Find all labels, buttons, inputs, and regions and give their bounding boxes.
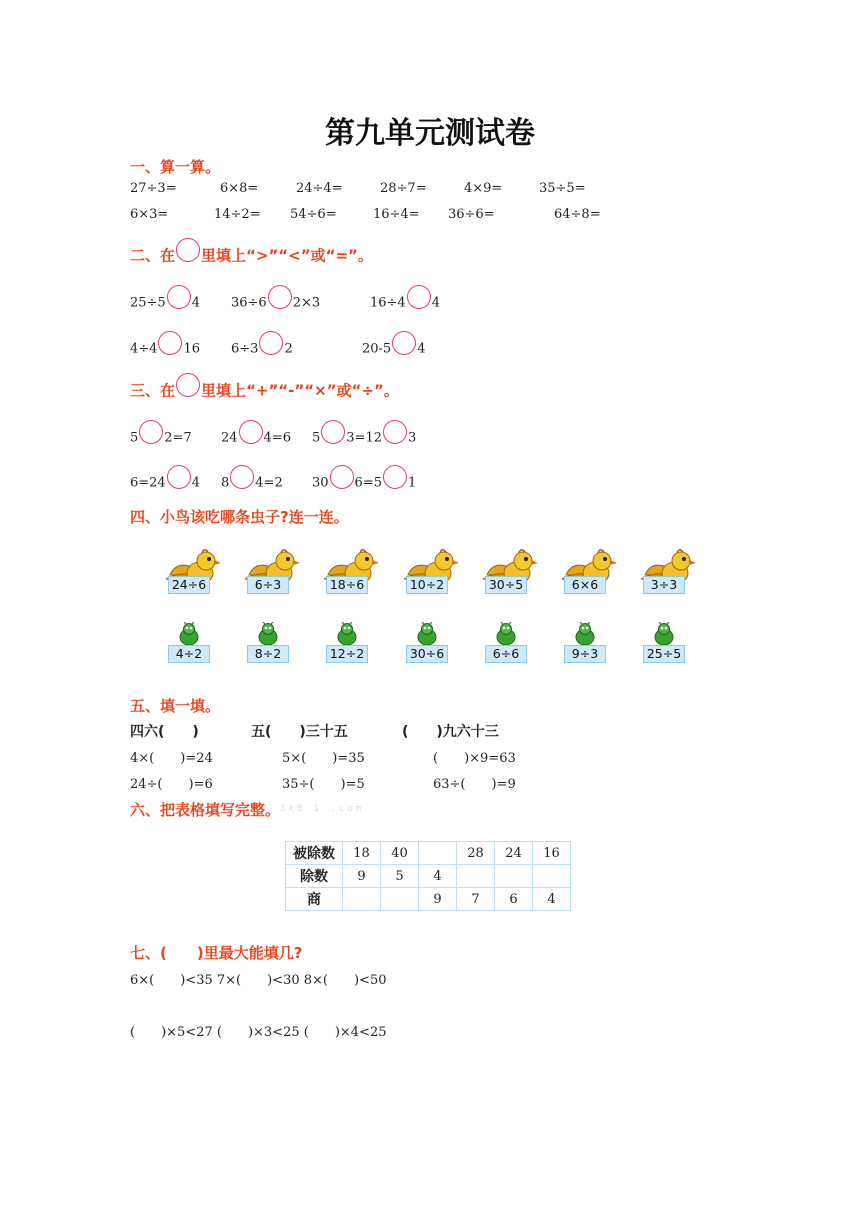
s5-item: 5×( )=35 [282,751,365,766]
bug-label[interactable]: 4÷2 [168,645,210,663]
compare-right: 4 [431,295,440,311]
bug-label[interactable]: 12÷2 [326,645,368,663]
table-cell[interactable] [381,888,419,911]
table-cell[interactable]: 6 [495,888,533,911]
table-row [286,888,571,911]
table-cell[interactable]: 40 [381,842,419,865]
compare-item [130,337,200,361]
table-cell[interactable]: 4 [533,888,571,911]
operator-item [221,426,291,450]
table-cell[interactable] [457,865,495,888]
compare-item [231,291,320,315]
table-cell[interactable] [419,842,457,865]
compare-right: 2 [284,341,293,357]
compare-left: 25÷5 [130,295,166,311]
s1-item: 54÷6= [290,207,337,222]
answer-circle[interactable] [407,285,431,309]
circle-icon [176,238,200,262]
s5-item: ( )×9=63 [433,751,516,766]
answer-circle[interactable] [139,420,163,444]
s1-item: 16÷4= [373,207,420,222]
bug-label[interactable]: 6÷6 [485,645,527,663]
s5-item: ( )九六十三 [402,724,499,740]
bug-label[interactable]: 25÷5 [643,645,685,663]
table-cell[interactable] [495,865,533,888]
answer-circle[interactable] [321,420,345,444]
operand: 2=7 [164,430,192,446]
operator-item [130,471,200,495]
compare-left: 6÷3 [231,341,259,357]
s7-row-2: ( )×5<27 ( )×3<25 ( )×4<25 [130,1025,387,1040]
s1-item: 14÷2= [214,207,261,222]
table-cell[interactable] [533,865,571,888]
watermark: 3k8 1 .com [280,804,365,814]
page-title: 第九单元测试卷 [325,116,535,151]
compare-right: 4 [191,295,200,311]
operand: 4=2 [255,475,283,491]
s2-heading-pre: 二、在 [130,246,176,265]
compare-item [370,291,440,315]
s5-item: 24÷( )=6 [130,777,213,792]
operand: 4 [191,475,200,491]
compare-left: 4÷4 [130,341,158,357]
bug-icon [176,622,202,646]
compare-right: 2×3 [292,295,321,311]
s1-item: 64÷8= [554,207,601,222]
bird-label[interactable]: 3÷3 [643,576,685,594]
compare-item [130,291,200,315]
row-header: 被除数 [286,842,343,865]
section-2-heading [130,244,373,268]
answer-circle[interactable] [167,465,191,489]
table-cell[interactable]: 24 [495,842,533,865]
row-header: 商 [286,888,343,911]
bird-label[interactable]: 6×6 [564,576,606,594]
s1-item: 4×9= [464,181,503,196]
section-1-heading: 一、算一算。 [130,158,221,176]
s5-item: 4×( )=24 [130,751,213,766]
bug-icon [255,622,281,646]
circle-icon [176,373,200,397]
s1-item: 28÷7= [380,181,427,196]
bug-label[interactable]: 9÷3 [564,645,606,663]
table-row [286,865,571,888]
operand: 5 [130,430,139,446]
compare-item [362,337,426,361]
bug-label[interactable]: 8÷2 [247,645,289,663]
section-6-heading: 六、把表格填写完整。 [130,801,281,819]
compare-right: 16 [183,341,200,357]
answer-circle[interactable] [259,331,283,355]
answer-circle[interactable] [158,331,182,355]
row-header: 除数 [286,865,343,888]
bug-icon [414,622,440,646]
bug-icon [572,622,598,646]
table-cell[interactable]: 28 [457,842,495,865]
table-cell[interactable]: 7 [457,888,495,911]
operator-item [130,426,192,450]
answer-circle[interactable] [383,420,407,444]
bird-label[interactable]: 30÷5 [485,576,527,594]
operand: 3 [408,430,417,446]
bird-label[interactable]: 10÷2 [406,576,448,594]
compare-right: 4 [417,341,426,357]
s1-item: 6×8= [220,181,259,196]
table-cell[interactable] [343,888,381,911]
answer-circle[interactable] [392,331,416,355]
s5-item: 63÷( )=9 [433,777,516,792]
bug-icon [493,622,519,646]
bird-label[interactable]: 6÷3 [247,576,289,594]
table-row [286,842,571,865]
s3-heading-post: 里填上“+”“-”“×”或“÷”。 [201,381,399,400]
answer-circle[interactable] [230,465,254,489]
compare-item [231,337,293,361]
operand: 4=6 [263,430,291,446]
section-4-heading: 四、小鸟该吃哪条虫子?连一连。 [130,508,349,526]
operand: 24 [221,430,238,446]
compare-left: 16÷4 [370,295,406,311]
s1-item: 35÷5= [539,181,586,196]
answer-circle[interactable] [167,285,191,309]
operator-item [221,471,283,495]
table-cell[interactable]: 18 [343,842,381,865]
s1-item: 36÷6= [448,207,495,222]
operand: 5 [312,430,321,446]
table-cell[interactable]: 9 [419,888,457,911]
compare-left: 36÷6 [231,295,267,311]
answer-circle[interactable] [330,465,354,489]
bird-label[interactable]: 18÷6 [326,576,368,594]
s3-heading-pre: 三、在 [130,381,176,400]
answer-circle[interactable] [239,420,263,444]
table-cell[interactable]: 4 [419,865,457,888]
answer-circle[interactable] [268,285,292,309]
operand: 6=5 [354,475,382,491]
bug-icon [334,622,360,646]
operand: 8 [221,475,230,491]
bird-label[interactable]: 24÷6 [168,576,210,594]
compare-left: 20-5 [362,341,392,357]
operator-item [312,426,416,450]
s2-heading-post: 里填上“>”“<”或“=”。 [201,246,373,265]
s5-item: 35÷( )=5 [282,777,365,792]
section-5-heading: 五、填一填。 [130,697,221,715]
bug-icon [651,622,677,646]
table-cell[interactable]: 5 [381,865,419,888]
operand: 1 [407,475,417,491]
bug-label[interactable]: 30÷6 [406,645,448,663]
division-table [285,841,571,911]
answer-circle[interactable] [383,465,407,489]
table-cell[interactable]: 16 [533,842,571,865]
section-7-heading: 七、( )里最大能填几? [130,944,303,962]
s1-item: 24÷4= [296,181,343,196]
operand: 3=12 [346,430,382,446]
operator-item [312,471,416,495]
s5-item: 四六( ) [130,724,199,740]
operand: 6=24 [130,475,166,491]
s7-row-1: 6×( )<35 7×( )<30 8×( )<50 [130,973,387,988]
s5-item: 五( )三十五 [251,724,348,740]
s1-item: 27÷3= [130,181,177,196]
table-cell[interactable]: 9 [343,865,381,888]
operand: 30 [312,475,329,491]
section-3-heading [130,379,399,403]
s1-item: 6×3= [130,207,169,222]
